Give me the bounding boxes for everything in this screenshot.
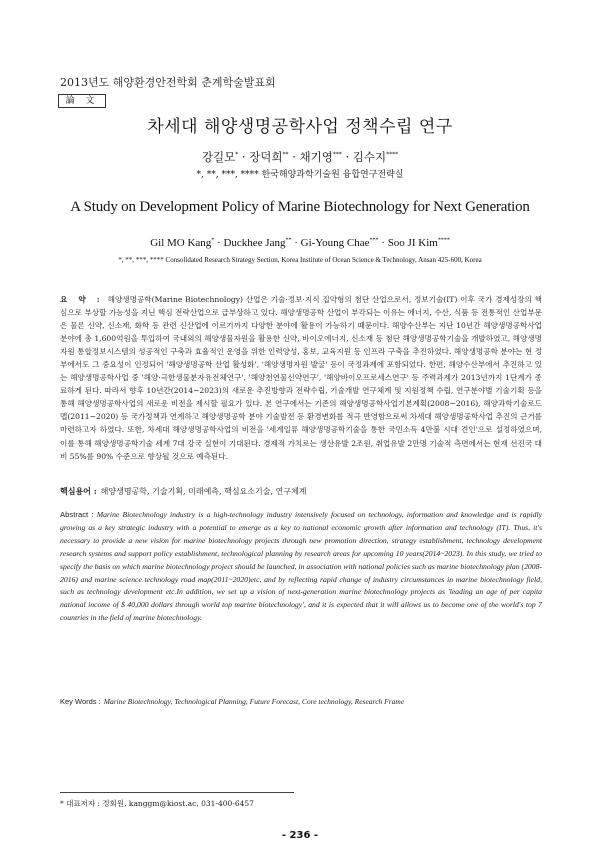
author-name: 강길모 bbox=[201, 150, 236, 164]
keywords-english bbox=[60, 697, 404, 706]
author-mark: ** bbox=[282, 151, 289, 159]
abstract-korean bbox=[60, 293, 542, 463]
author-name: 채기영 bbox=[299, 150, 333, 164]
footnote-divider bbox=[60, 792, 294, 793]
author-separator: · bbox=[378, 237, 388, 249]
abstract-korean-text: 해양생명공학(Marine Biotechnology) 산업은 기술·정보·지식 집약형의 첨단 산업으로서, 정보기술(IT) 이후 국가 경제성장의 핵심으로 부상할 가능성을 지닌 핵심 전략산업으로 급부상하고 있다. 해양생명공학 산업이 부각되는 이유는 에너지, 수산, 식품 등 전통적인 산업부문은 물론 신약, 신소재, 화학 등 관련 신산업에 이르기까지 다양한 분야에 활용이 가능하기 때문이다. 해양수산부는 지난 10년간 해양생명공학사업 분야에 총 1,600억원을 투입하여 국내외의 해양생물자원을 활용한 신약, 바이오에너지, 신소재 등 첨단 해양생명공학기술을 개발하였고, 해양생명자원 통합정보시스템의 성공적인 구축과 효율적인 운영을 위한 인력양성, 홍보, 교육지원 등 인프라 구축을 추진하였다. 해양생명공학 분야는 현 정부에서도 그 중요성이 인정되어 '해양생명공학 산업 활성화', '해양생명자원 발굴' 등이 국정과제에 포함되었다. 한편, 해양수산부에서 추진하고 있는 해양생명공학사업 중 '해양·극한생물분자유전체연구', '해양천연물신약연구', '해양바이오프로세스연구' 등 주력과제가 2013년까지 1단계가 종료하게 된다. 따라서 향후 10년간(2014~2023)의 새로운 추진방향과 전략수립, 기술개발 연구체계 및 지원정책 수립, 연구분야별 기술기획 등을 통해 해양생명공학사업의 새로운 비전을 제시할 필요가 있다. 본 연구에서는 기존의 해양생명공학사업기본계획(2008~2016), 해양과학기술로드맵(2011~2020) 등 국가정책과 연계하고 해양생명공학 분야 기술발전 등 환경변화를 적극 반영함으로써 차세대 해양생명공학사업 추진의 근거를 마련하고자 하였다. 또한, 차세대 해양생명공학사업의 비전을 '세계일류 해양생명공학기술을 통한 국민소득 4만불 시대 견인'으로 설정하였으며, 이를 통해 해양생명공학기술 세계 7대 강국 실현이 기대된다. 경제적 가치로는 생산유발 2조원, 취업유발 2만명 기술적 측면에서는 현재 선진국 대비 55%를 90% 수준으로 향상될 것으로 예측된다. bbox=[60, 295, 542, 461]
title-english: A Study on Development Policy of Marine Biotechnology for Next Generation bbox=[70, 199, 530, 215]
affiliation-english: *, **, ***, **** Consolidated Research Strategy Section, Korea Institute of Ocean Science & Technology, Ansan 425-600, Korea bbox=[118, 256, 482, 264]
paper-type-tag: 論 文 bbox=[58, 94, 106, 108]
author-name: Gil MO Kang bbox=[150, 237, 212, 249]
author-mark: * bbox=[211, 237, 215, 244]
author-mark: *** bbox=[369, 237, 379, 244]
author-separator: · bbox=[214, 237, 224, 249]
author-separator: · bbox=[238, 150, 250, 164]
author-name: Duckhee Jang bbox=[223, 237, 286, 249]
author-mark: **** bbox=[437, 237, 450, 244]
keywords-korean-label: 핵심용어 : bbox=[60, 486, 97, 496]
conference-header: 2013년도 해양환경안전학회 춘계학술발표회 bbox=[60, 76, 276, 89]
authors-english bbox=[0, 237, 600, 249]
author-mark: * bbox=[235, 151, 239, 159]
title-korean: 차세대 해양생명공학사업 정책수립 연구 bbox=[147, 117, 453, 137]
abstract-english-text: Marine Biotechnology industry is a high-technology industry intensively focused on technology, information and knowledge and is rapidly growing as a key strategic industry with a potential to emerge as a key to national economic growth after information and technology (IT). Thus, it's necessary to provide a new vision for marine biotechnology projects through new promotion direction, strategy establishment, technology development research systems and support policy establishment, technological planning by research areas for upcoming 10 years(2014~2023). In this study, we tried to specify the basis on which marine biotechnology project should be launched, in association with national policies such as marine biotechnology plan (2008-2016) and marine science technology road map(2011~2020)etc, and by reflecting rapid change of industry circumstances in marine biotechnology field, such as technology development etc.In addition, we set up a vision of next-generation marine biotechnology projects as 'leading an age of per capita national income of $ 40,000 dollars through world top marine biotechnology', and it is expected that it will allows us to become one of the world's top 7 countries in the field of marine biotechnology. bbox=[60, 510, 542, 623]
author-name: 김수지 bbox=[352, 150, 387, 164]
author-separator: · bbox=[291, 237, 301, 249]
keywords-english-text: Marine Biotechnology, Technological Planning, Future Forecast, Core technology, Research Frame bbox=[103, 697, 405, 706]
keywords-english-label: Key Words : bbox=[60, 697, 101, 706]
affiliation-korean: *, **, ***, **** 한국해양과학기술원 융합연구전략실 bbox=[196, 170, 404, 180]
author-separator: · bbox=[341, 150, 353, 164]
keywords-korean bbox=[60, 486, 306, 497]
author-mark: *** bbox=[332, 151, 342, 159]
abstract-english bbox=[60, 509, 542, 625]
author-name: Soo JI Kim bbox=[387, 237, 438, 249]
abstract-korean-label: 요 약 : bbox=[60, 295, 104, 304]
author-name: Gi-Young Chae bbox=[300, 237, 370, 249]
abstract-english-label: Abstract : bbox=[60, 510, 94, 519]
author-mark: **** bbox=[386, 151, 399, 159]
author-name: 장덕희 bbox=[249, 150, 283, 164]
author-mark: ** bbox=[285, 237, 292, 244]
keywords-korean-text: 해양생명공학, 기술기획, 미래예측, 핵심요소기술, 연구체계 bbox=[100, 487, 307, 496]
author-separator: · bbox=[288, 150, 300, 164]
footnote: * 대표저자 : 정회원, kanggm@kiost.ac, 031-400-6457 bbox=[60, 799, 254, 808]
authors-korean bbox=[0, 149, 600, 165]
page-number: - 236 - bbox=[281, 830, 319, 841]
